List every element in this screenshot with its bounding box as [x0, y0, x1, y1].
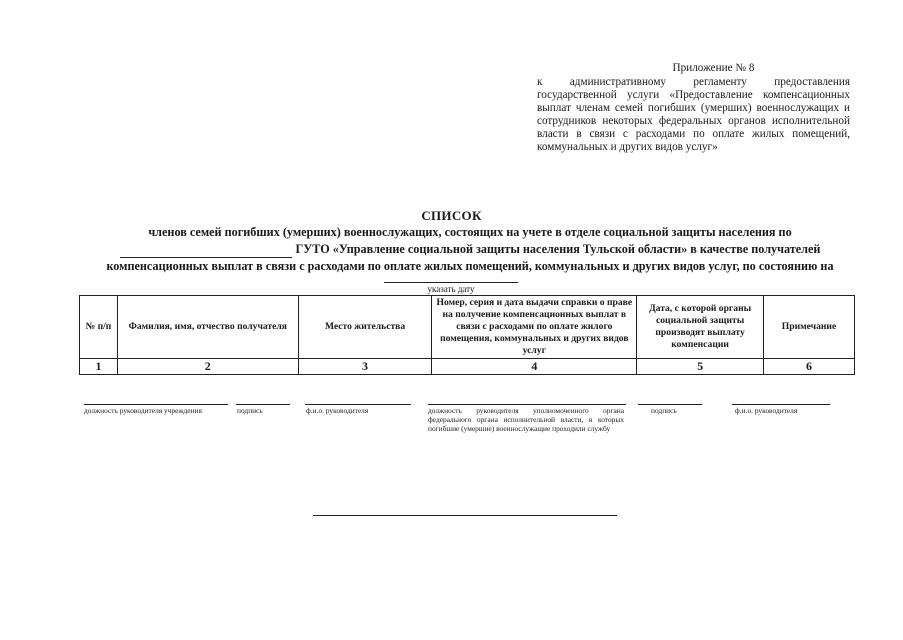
column-number-cell: 1: [80, 359, 118, 375]
header-number: № п/п: [80, 296, 118, 359]
recipients-table: [79, 295, 855, 375]
signature-line-1: [236, 404, 290, 405]
subtitle-line-2: [80, 241, 860, 258]
signature-line-2: [638, 404, 702, 405]
annex-title: Приложение № 8: [672, 62, 755, 74]
date-hint: указать дату: [427, 284, 475, 294]
header-residence: Место жительства: [298, 296, 432, 359]
document-subtitle: [80, 224, 860, 275]
signature-label-1: подпись: [237, 406, 263, 415]
head-position-label: должность руководителя учреждения: [84, 406, 202, 415]
header-full-name: Фамилия, имя, отчество получателя: [117, 296, 298, 359]
authorized-name-line: [732, 404, 830, 405]
column-number-cell: 5: [637, 359, 764, 375]
subtitle-line-3: компенсационных выплат в связи с расходами по оплате жилых помещений, коммунальных и других видов услуг, по состоянию на: [106, 259, 834, 273]
date-blank-line: [384, 282, 518, 283]
table-header-row: [80, 296, 855, 359]
document-title: СПИСОК: [421, 208, 482, 223]
head-position-line: [84, 404, 228, 405]
signature-label-2: подпись: [651, 406, 677, 415]
header-note: Примечание: [764, 296, 855, 359]
header-certificate: Номер, серия и дата выдачи справки о праве на получение компенсационных выплат в связи с расходами по оплате жилого помещения, коммунальных и других видов услуг: [432, 296, 637, 359]
authorized-name-label: ф.и.о. руководителя: [735, 406, 798, 415]
head-name-line: [305, 404, 411, 405]
authorized-position-line: [428, 404, 626, 405]
column-number-cell: 4: [432, 359, 637, 375]
head-name-label: ф.и.о. руководителя: [306, 406, 369, 415]
annex-block: [537, 62, 850, 154]
column-number-cell: 2: [117, 359, 298, 375]
subtitle-line-1: членов семей погибших (умерших) военнослужащих, состоящих на учете в отделе социальной защиты населения по: [148, 225, 792, 239]
subtitle-line-2-text: ГУТО «Управление социальной защиты населения Тульской области» в качестве получателей: [295, 242, 821, 256]
department-blank-field: [120, 245, 292, 258]
column-number-cell: 3: [298, 359, 432, 375]
bottom-blank-line: [313, 515, 617, 516]
column-number-cell: 6: [764, 359, 855, 375]
table-row: [80, 359, 855, 375]
header-payment-date: Дата, с которой органы социальной защиты производят выплату компенсации: [637, 296, 764, 359]
annex-reference-text: к административному регламенту предоставления государственной услуги «Предоставление компенсационных выплат членам семей погибших (умерших) военнослужащих и сотрудников некоторых федеральных органов исполнительной власти в связи с расходами по оплате жилых помещений, коммунальных и других видов услуг»: [537, 76, 850, 153]
authorized-position-label: должность руководителя уполномоченного органа федерального органа исполнительной власти, в которых погибшие (умершие) военнослужащие проходили службу: [428, 406, 624, 433]
